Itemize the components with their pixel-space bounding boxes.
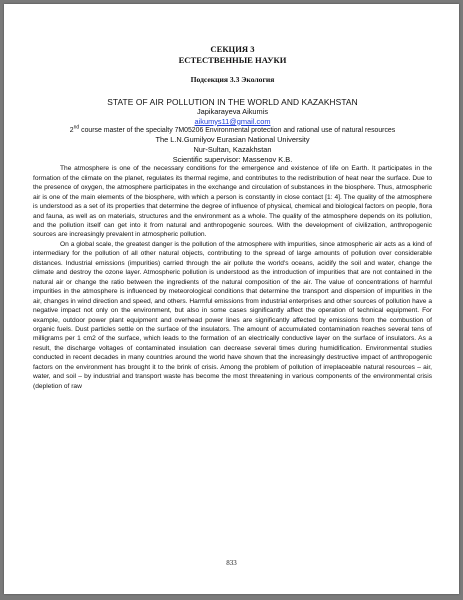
document-page xyxy=(4,4,459,594)
page-number: 833 xyxy=(226,559,237,567)
page-content xyxy=(33,44,432,391)
article-title: STATE OF AIR POLLUTION IN THE WORLD AND KAZAKHSTAN xyxy=(107,97,358,107)
body-paragraph-1: The atmosphere is one of the necessary conditions for the emergence and existence of life on Earth. It participates in the formation of the climate on the planet, regulates its thermal regime, and contributes to the redistribution of heat near the surface. Due to the presence of oxygen, the atmosphere participates in the exchange and circulation of substances in the biosphere. Thus, atmospheric air is one of the main elements of the biosphere, with which a person is constantly in close contact [1: 4]. The quality of the atmosphere is understood as a set of its properties that determine the degree of influence of physical, chemical and biological factors on people, flora and fauna, as well as on materials, structures and the environment as a whole. The quality of the atmosphere depends on its pollution, and the pollution itself can get into it from natural and anthropogenic sources. With the development of civilization, anthropogenic sources are increasingly prevalent in atmospheric pollution. xyxy=(33,165,432,239)
section-heading-line1: СЕКЦИЯ 3 xyxy=(210,44,255,54)
section-heading-line2: ЕСТЕСТВЕННЫЕ НАУКИ xyxy=(178,54,287,65)
author-email-link[interactable]: aikumys11@gmail.com xyxy=(194,116,271,126)
affiliation-superscript: nd xyxy=(73,124,80,131)
subsection-heading: Подсекция 3.3 Экология xyxy=(190,75,275,84)
scientific-supervisor: Scientific supervisor: Massenov K.B. xyxy=(172,154,293,164)
city-line: Nur-Sultan, Kazakhstan xyxy=(193,145,272,155)
university-name: The L.N.Gumilyov Eurasian National University xyxy=(155,135,310,145)
body-paragraph-2: On a global scale, the greatest danger is the pollution of the atmosphere with impurities, since atmospheric air acts as a kind of intermediary for the pollution of all other natural objects, contributing to the spread of large amounts of pollution over considerable distances. Industrial emissions (impurities) carried through the air pollute the world's oceans, acidify the soil and water, change the climate and destroy the ozone layer. Atmospheric pollution is understood as the introduction of impurities that are not contained in the natural air or change the ratio between the ingredients of the natural composition of the air. The value of concentrations of harmful impurities in the atmosphere is influenced by meteorological conditions that determine the transport and dispersion of impurities in the air, changes in wind direction and speed, and others. Harmful emissions from industrial enterprises and other sources of pollution have a negative impact not only on the environment, but also in some cases significantly affect the operation of technical equipment. For example, outdoor power plant equipment and overhead power lines are significantly affected by emissions from the combustion of organic fuels. Dust particles settle on the surface of the insulators. The amount of accumulated contamination reaches several tens of milligrams per 1 cm2 of the surface, which leads to the formation of an electrically conductive layer on the surface of insulators. As a result, the discharge voltages of contaminated insulation can decrease several times during humidification. Environmental studies conducted in recent decades in many countries around the world have shown that the increasingly destructive impact of anthropogenic factors on the environment has brought it to the brink of crisis. Among the problem of pollution of irreplaceable natural resources – air, water, and soil – by industrial and transport waste has become the most threatening in various components of the environmental crisis (depletion of raw xyxy=(33,240,432,390)
author-name: Japikarayeva Aikumis xyxy=(196,107,269,116)
author-affiliation xyxy=(33,126,432,135)
affiliation-ordinal: 2 xyxy=(69,127,74,135)
affiliation-text: course master of the specialty 7M05206 Environmental protection and rational use of natural resources xyxy=(79,127,396,135)
